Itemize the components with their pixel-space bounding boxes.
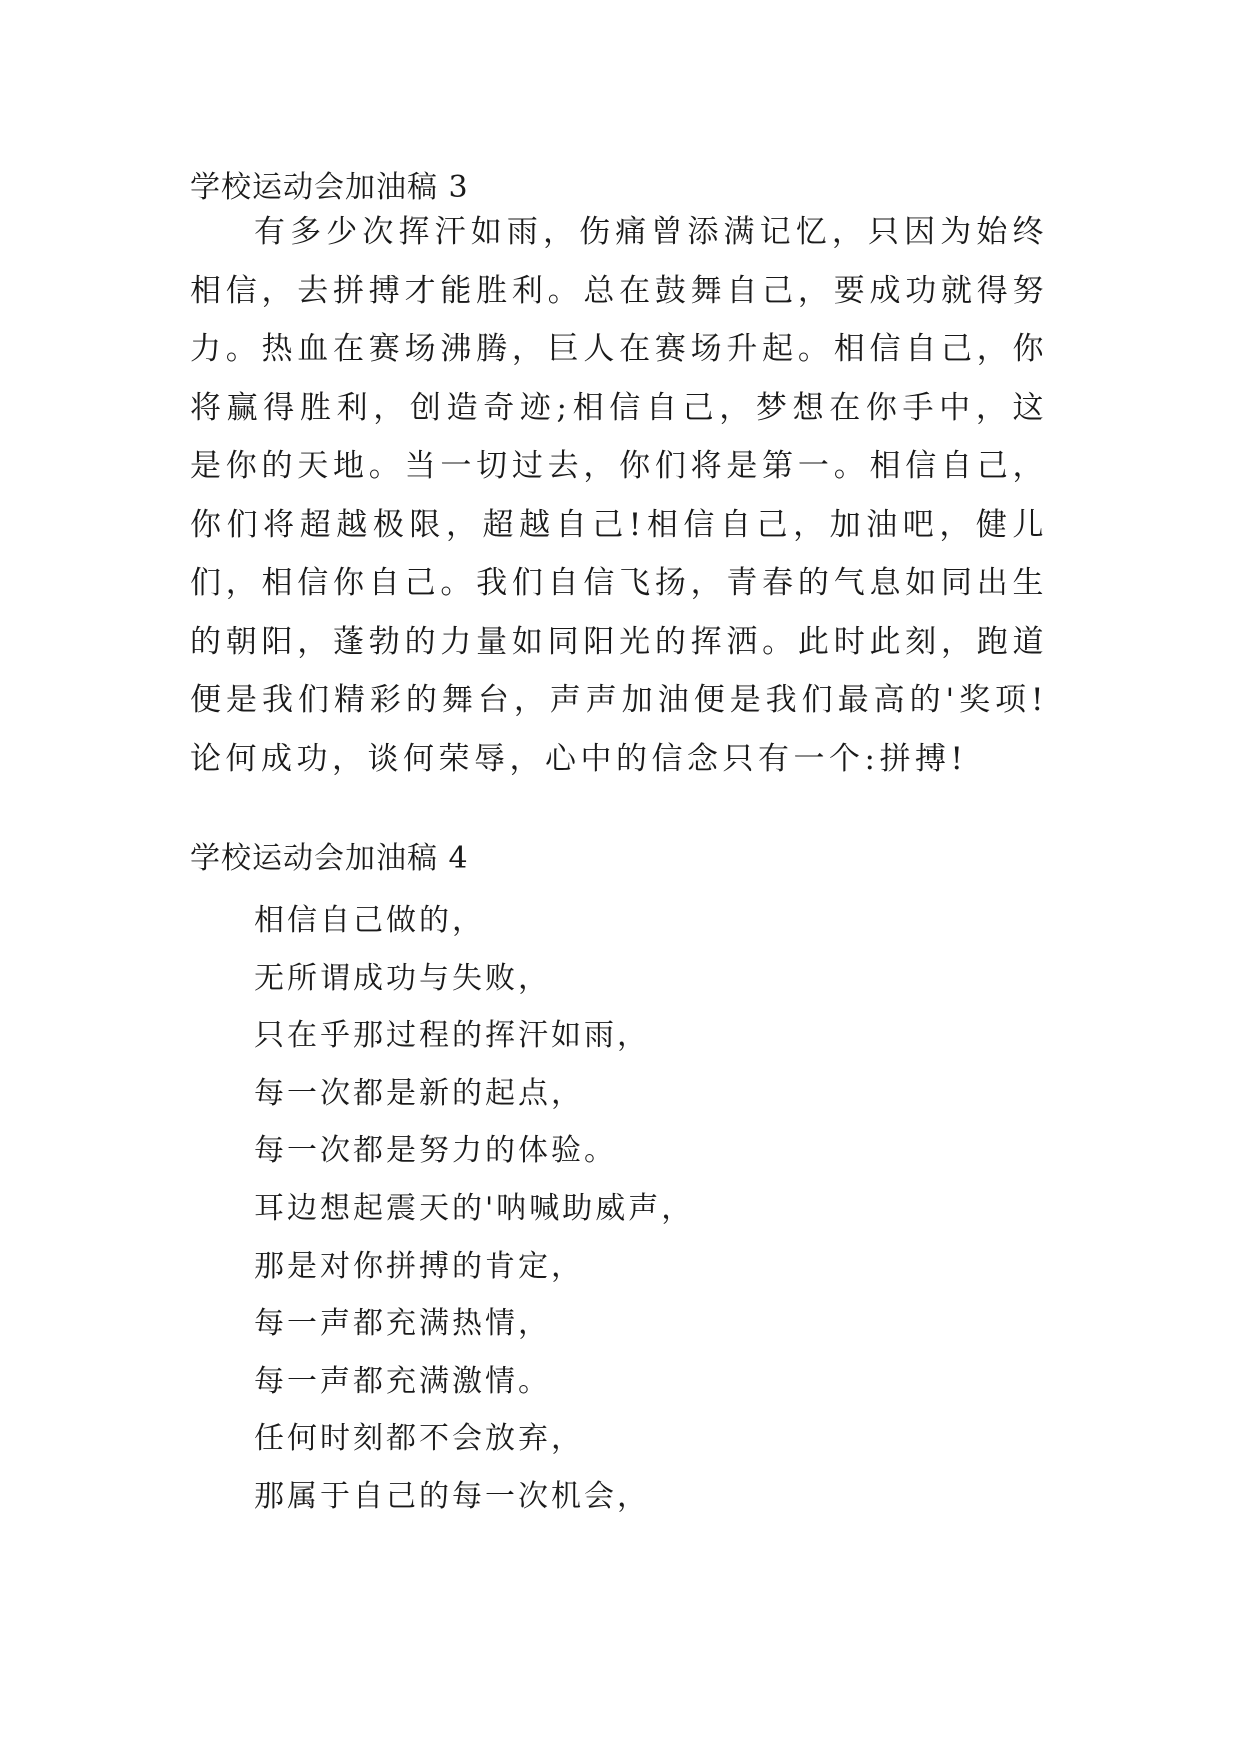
poem-line: 只在乎那过程的挥汗如雨， — [254, 1018, 650, 1054]
poem-line: 那属于自己的每一次机会， — [254, 1478, 650, 1514]
section-4-title: 学校运动会加油稿 4 — [190, 841, 469, 876]
poem-line: 那是对你拼搏的肯定， — [254, 1248, 584, 1284]
poem-line: 每一次都是努力的体验。 — [254, 1133, 617, 1169]
poem-line: 每一声都充满热情， — [254, 1306, 551, 1342]
poem-line: 无所谓成功与失败， — [254, 960, 551, 996]
poem-line: 每一声都充满激情。 — [254, 1363, 551, 1399]
section-3-title: 学校运动会加油稿 3 — [190, 170, 469, 205]
poem-line: 每一次都是新的起点， — [254, 1075, 584, 1111]
section-4-poem — [254, 892, 694, 1526]
poem-line: 相信自己做的， — [254, 903, 485, 938]
poem-line: 耳边想起震天的'呐喊助威声， — [254, 1190, 695, 1226]
poem-line: 任何时刻都不会放弃， — [254, 1421, 584, 1457]
section-3-body: 有多少次挥汗如雨，伤痛曾添满记忆，只因为始终相信，去拼搏才能胜利。总在鼓舞自己，要成功就得努力。热血在赛场沸腾，巨人在赛场升起。相信自己，你将赢得胜利，创造奇迹;相信自己，梦想在你手中，这是你的天地。当一切过去，你们将是第一。相信自己，你们将超越极限，超越自己!相信自己，加油吧，健儿们，相信你自己。我们自信飞扬，青春的气息如同出生的朝阳，蓬勃的力量如同阳光的挥洒。此时此刻，跑道便是我们精彩的舞台，声声加油便是我们最高的'奖项!论何成功，谈何荣辱，心中的信念只有一个:拼搏! — [190, 214, 1048, 777]
